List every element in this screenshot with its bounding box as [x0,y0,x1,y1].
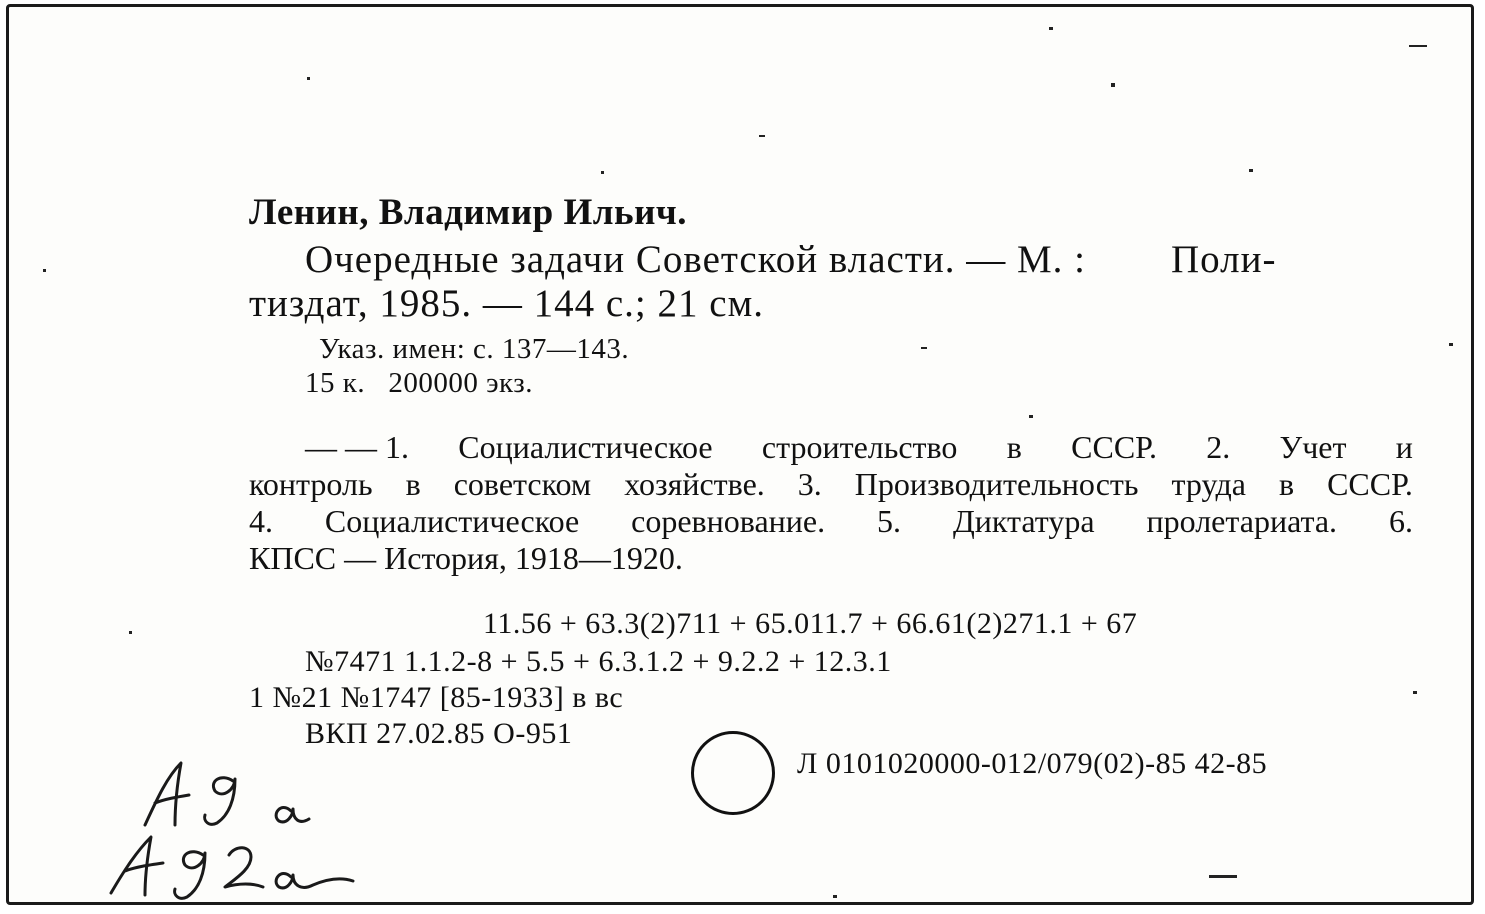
scan-speck [1249,169,1253,172]
scan-speck [1111,83,1115,87]
handwritten-shelf-mark [105,759,375,905]
scan-speck [43,269,46,272]
author-heading: Ленин, Владимир Ильич. [249,192,688,233]
classification-line-4: ВКП 27.02.85 О-951 [305,717,573,750]
subject-word: СССР. [1327,466,1413,502]
subject-line-3 [249,503,1413,540]
subject-word: труда [1171,466,1246,502]
scan-speck [1449,343,1453,346]
scan-speck [921,347,927,349]
subject-word: Учет [1279,429,1347,465]
title-line-1-end: Поли- [1171,238,1277,281]
subject-word: — — 1. [305,429,409,465]
scan-speck [601,171,604,174]
subject-word: и [1395,429,1413,465]
subject-word: советском [453,466,592,502]
price-run: 15 к. 200000 экз. [305,367,533,399]
subject-word: в [1278,466,1295,502]
subject-word: контроль [249,466,373,502]
subject-word: Социалистическое [324,503,580,539]
index-note: Указ. имен: с. 137—143. [319,333,630,365]
title-line-1-text: Очередные задачи Советской власти. — М. : [305,238,1086,281]
title-line-1 [305,237,1277,282]
scan-speck [307,77,310,80]
subject-word: 6. [1388,503,1413,539]
scan-speck [429,903,433,905]
scan-speck [759,135,765,137]
scan-speck [833,895,837,898]
classification-line-2: №7471 1.1.2-8 + 5.5 + 6.3.1.2 + 9.2.2 + 12.3.1 [305,645,892,678]
subject-word: в [1006,429,1022,465]
subject-word: в [405,466,421,502]
scan-speck [1209,875,1237,878]
subject-word: Социалистическое [458,429,713,465]
subject-word: хозяйстве. [624,466,765,502]
scan-speck [1413,691,1417,694]
subject-word: СССР. [1071,429,1157,465]
subject-word: пролетариата. [1146,503,1338,539]
subject-headings [249,429,1413,577]
scan-speck [1029,415,1033,418]
catalog-code: Л 0101020000-012/079(02)-85 42-85 [797,747,1268,780]
circle-mark-icon [691,731,775,815]
subject-word: Диктатура [952,503,1095,539]
subject-line-1 [249,429,1413,466]
library-catalog-card [6,4,1474,905]
classification-line-1: 11.56 + 63.3(2)711 + 65.011.7 + 66.61(2)271.1 + 67 [483,607,1138,640]
subject-line-2 [249,466,1413,503]
subject-word: 3. [797,466,822,502]
subject-line-4: КПСС — История, 1918—1920. [249,540,683,576]
scan-speck [129,631,132,634]
subject-word: соревнование. [631,503,826,539]
subject-word: 2. [1206,429,1231,465]
subject-word: Производительность [854,466,1139,502]
subject-word: строительство [761,429,958,465]
scan-speck [1049,27,1053,30]
scan-speck [1409,45,1427,47]
title-line-2: тиздат, 1985. — 144 с.; 21 см. [249,282,765,325]
subject-word: 4. [249,503,273,539]
classification-line-3: 1 №21 №1747 [85-1933] в вс [249,681,624,714]
subject-word: 5. [877,503,902,539]
